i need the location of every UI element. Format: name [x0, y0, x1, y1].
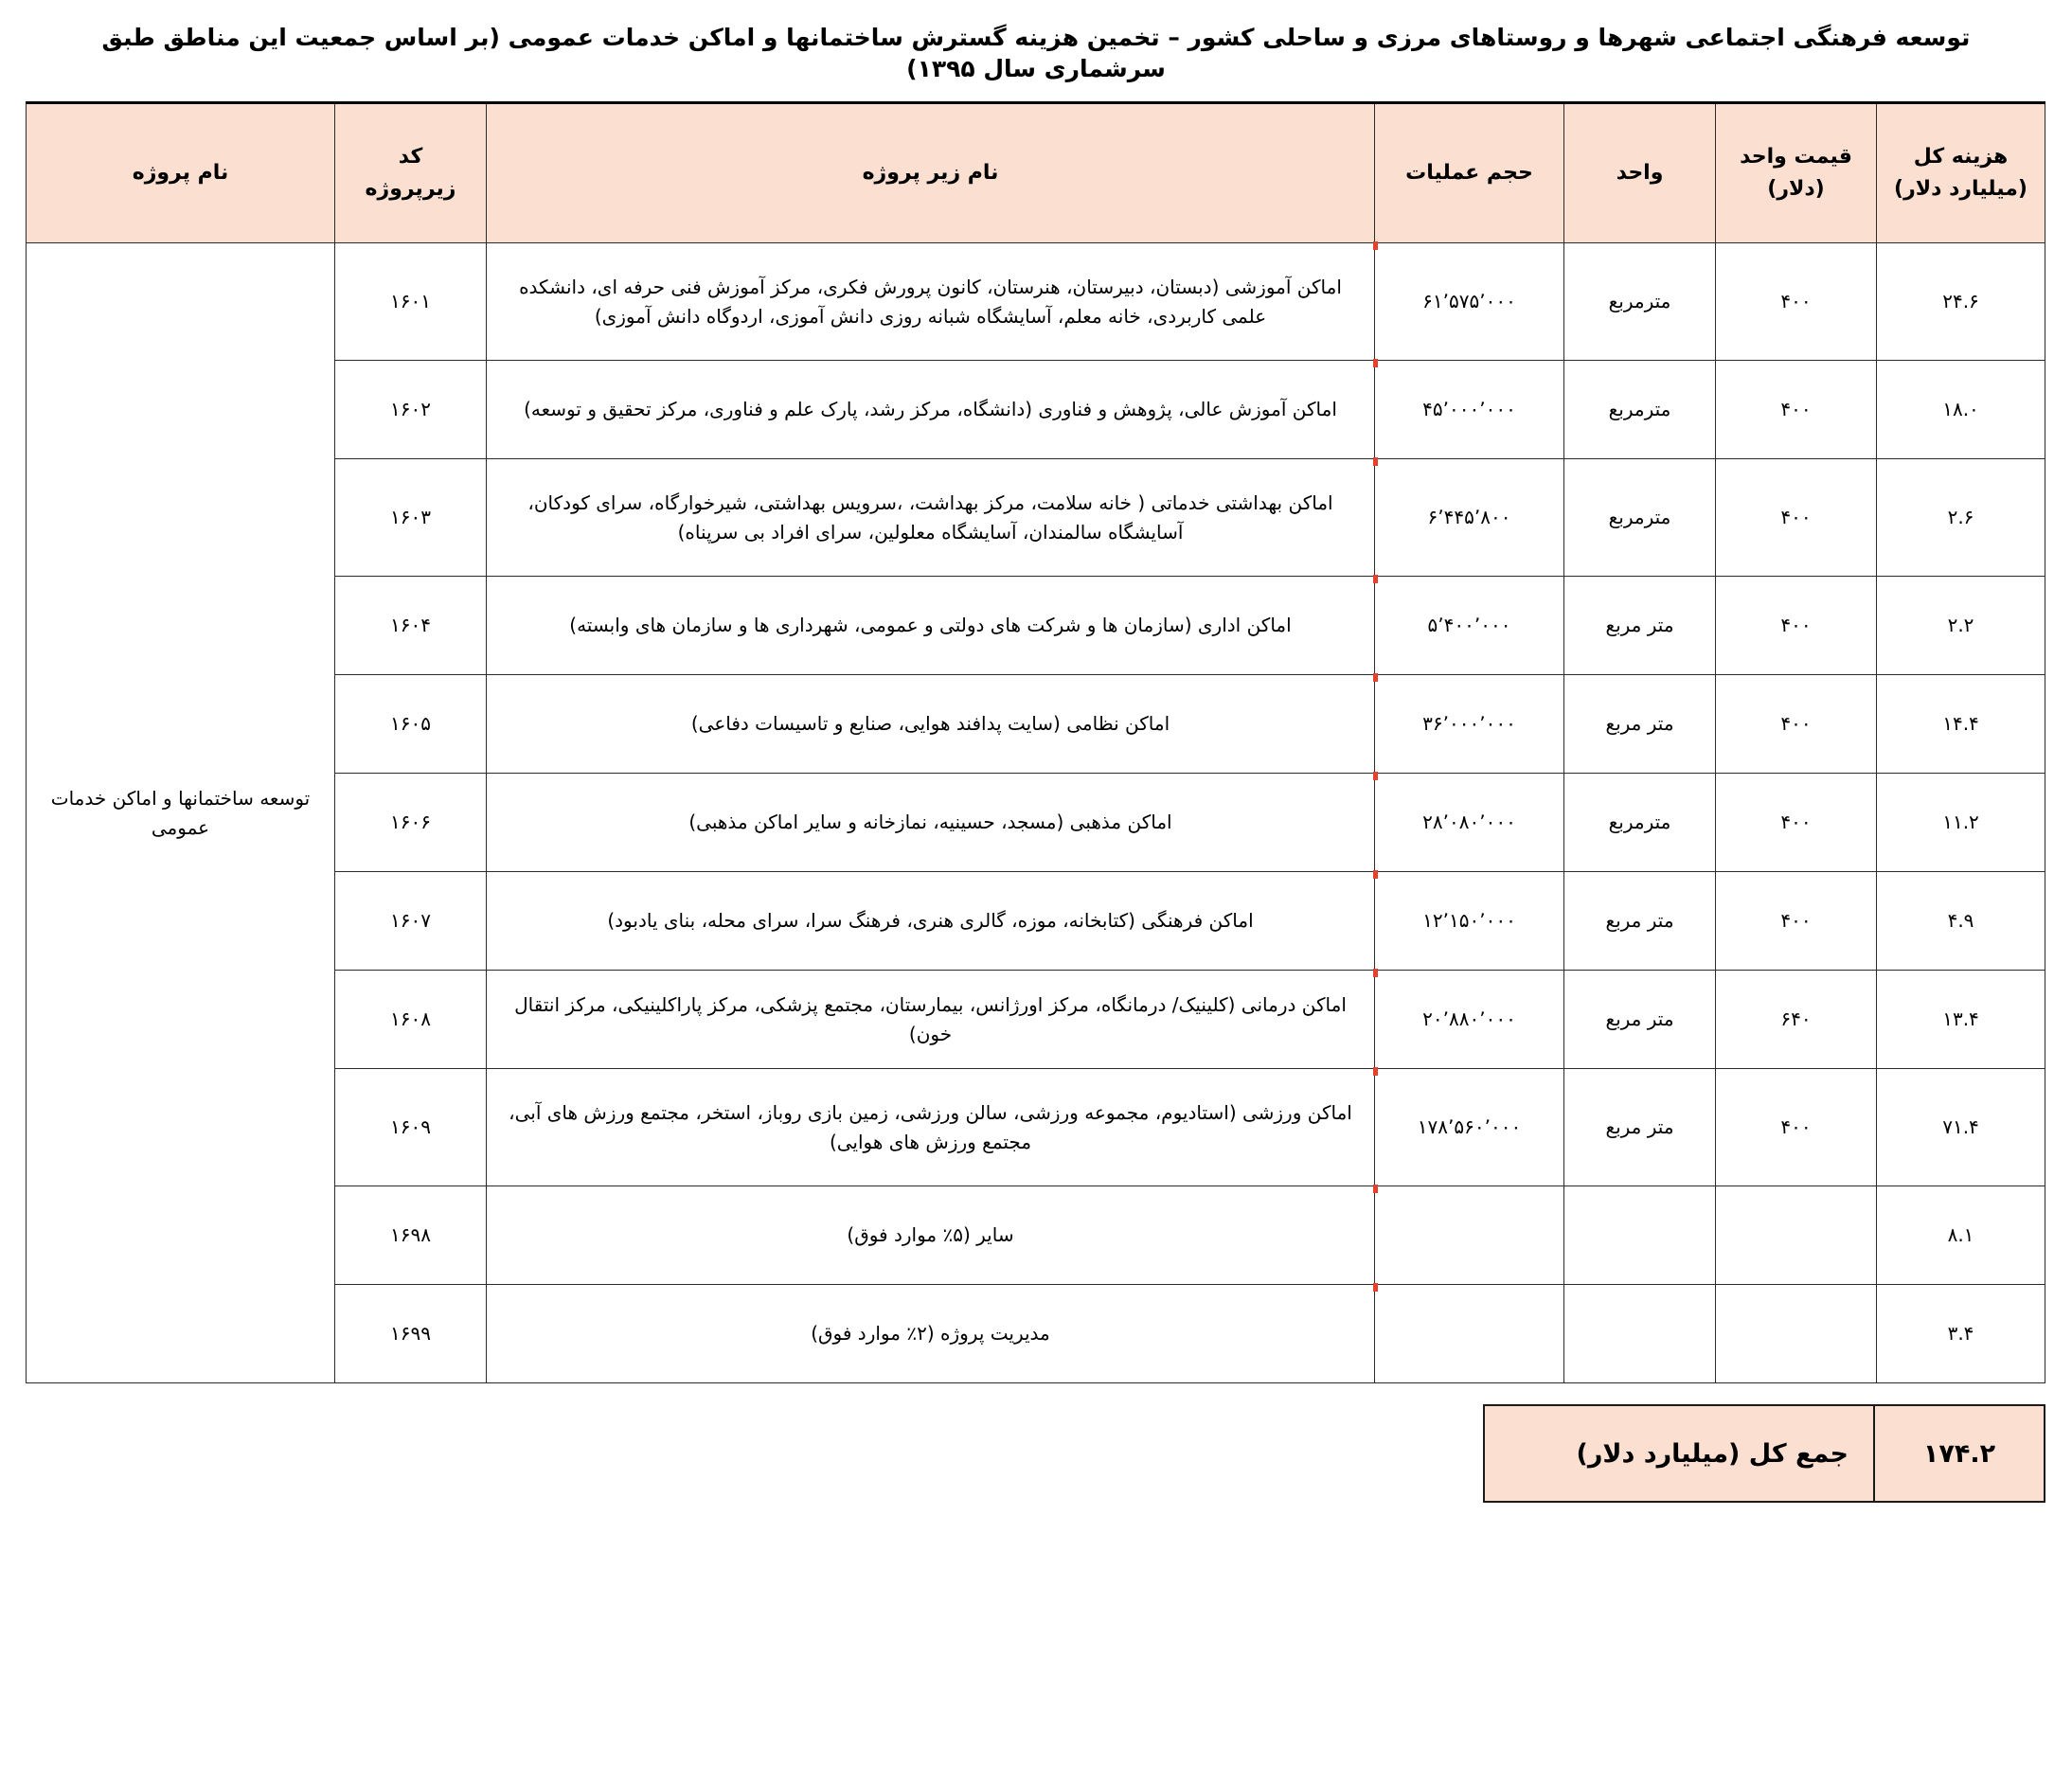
- cell-unit-price: ۴۰۰: [1716, 459, 1877, 577]
- page-title: توسعه فرهنگی اجتماعی شهرها و روستاهای مرزی و ساحلی کشور – تخمین هزینه گسترش ساختمانها و اماکن خدمات عمومی (بر اساس جمعیت این مناطق طبق سرشماری سال ۱۳۹۵): [101, 24, 1971, 82]
- cell-unit-price: ۴۰۰: [1716, 774, 1877, 872]
- cell-subproject-name: مدیریت پروژه (۲٪ موارد فوق): [487, 1285, 1375, 1383]
- cell-volume: [1375, 1186, 1564, 1285]
- cell-subproject-code: ۱۶۰۳: [335, 459, 487, 577]
- cell-subproject-name: اماکن درمانی (کلینیک/ درمانگاه، مرکز اورژانس، بیمارستان، مجتمع پزشکی، مرکز پاراکلینیکی، مرکز انتقال خون): [487, 971, 1375, 1069]
- column-header-total-cost: [1877, 103, 2045, 243]
- column-header-unit-price-line1: قیمت واحد: [1740, 144, 1852, 169]
- cell-subproject-code: ۱۶۹۹: [335, 1285, 487, 1383]
- cell-unit-price: ۶۴۰: [1716, 971, 1877, 1069]
- cell-subproject-code: ۱۶۹۸: [335, 1186, 487, 1285]
- cell-unit-price: ۴۰۰: [1716, 243, 1877, 361]
- cell-subproject-code: ۱۶۰۵: [335, 675, 487, 774]
- cell-subproject-name: اماکن ورزشی (استادیوم، مجموعه ورزشی، سالن ورزشی، زمین بازی روباز، استخر، مجتمع ورزش های آبی، مجتمع ورزش های هوایی): [487, 1069, 1375, 1186]
- cell-unit-price: ۴۰۰: [1716, 675, 1877, 774]
- cell-unit: متر مربع: [1564, 577, 1716, 675]
- column-header-subproject-code: [335, 103, 487, 243]
- column-header-subproject-name: نام زیر پروژه: [487, 103, 1375, 243]
- cell-unit: مترمربع: [1564, 459, 1716, 577]
- column-header-total-cost-line2: (میلیارد دلار): [1894, 177, 2027, 201]
- table-header: [27, 103, 2045, 243]
- cell-total-cost: ۱۴.۴: [1877, 675, 2045, 774]
- column-header-subproject-code-line1: کد: [398, 144, 423, 169]
- cell-subproject-name: اماکن مذهبی (مسجد، حسینیه، نمازخانه و سایر اماکن مذهبی): [487, 774, 1375, 872]
- cell-unit-price: [1716, 1285, 1877, 1383]
- grand-total-table: [1483, 1404, 2045, 1503]
- cell-total-cost: ۸.۱: [1877, 1186, 2045, 1285]
- cell-total-cost: ۷۱.۴: [1877, 1069, 2045, 1186]
- cell-volume: [1375, 1285, 1564, 1383]
- cell-unit-price: ۴۰۰: [1716, 361, 1877, 459]
- cell-unit-price: ۴۰۰: [1716, 1069, 1877, 1186]
- cell-total-cost: ۱۳.۴: [1877, 971, 2045, 1069]
- cell-subproject-name: سایر (۵٪ موارد فوق): [487, 1186, 1375, 1285]
- grand-total-label: جمع کل (میلیارد دلار): [1484, 1405, 1874, 1502]
- table-row: [27, 243, 2045, 361]
- cell-subproject-code: ۱۶۰۱: [335, 243, 487, 361]
- cell-subproject-name: اماکن فرهنگی (کتابخانه، موزه، گالری هنری، فرهنگ سرا، سرای محله، بنای یادبود): [487, 872, 1375, 971]
- cell-unit: مترمربع: [1564, 243, 1716, 361]
- grand-total-row: [1484, 1405, 2045, 1502]
- cell-total-cost: ۱۸.۰: [1877, 361, 2045, 459]
- cell-volume: ۱۷۸٬۵۶۰٬۰۰۰: [1375, 1069, 1564, 1186]
- cell-project-name: توسعه ساختمانها و اماکن خدمات عمومی: [27, 243, 335, 1383]
- cost-estimation-table: [26, 101, 2045, 1383]
- cell-volume: ۳۶٬۰۰۰٬۰۰۰: [1375, 675, 1564, 774]
- cell-subproject-name: اماکن آموزشی (دبستان، دبیرستان، هنرستان، کانون پرورش فکری، مرکز آموزش فنی حرفه ای، دانشکده علمی کاربردی، خانه معلم، آسایشگاه شبانه روزی دانش آموزی، اردوگاه دانش آموزی): [487, 243, 1375, 361]
- cell-total-cost: ۴.۹: [1877, 872, 2045, 971]
- column-header-volume: حجم عملیات: [1375, 103, 1564, 243]
- cell-subproject-name: اماکن آموزش عالی، پژوهش و فناوری (دانشگاه، مرکز رشد، پارک علم و فناوری، مرکز تحقیق و توسعه): [487, 361, 1375, 459]
- column-header-subproject-code-line2: زیرپروژه: [365, 177, 456, 201]
- cell-subproject-code: ۱۶۰۲: [335, 361, 487, 459]
- cell-subproject-code: ۱۶۰۷: [335, 872, 487, 971]
- cell-unit-price: [1716, 1186, 1877, 1285]
- cell-subproject-code: ۱۶۰۹: [335, 1069, 487, 1186]
- cell-subproject-name: اماکن اداری (سازمان ها و شرکت های دولتی و عمومی، شهرداری ها و سازمان های وابسته): [487, 577, 1375, 675]
- cell-subproject-code: ۱۶۰۸: [335, 971, 487, 1069]
- cell-subproject-code: ۱۶۰۴: [335, 577, 487, 675]
- cell-total-cost: ۲۴.۶: [1877, 243, 2045, 361]
- header-row: [27, 103, 2045, 243]
- column-header-project-name: نام پروژه: [27, 103, 335, 243]
- cell-unit: [1564, 1285, 1716, 1383]
- cell-volume: ۴۵٬۰۰۰٬۰۰۰: [1375, 361, 1564, 459]
- cell-volume: ۶۱٬۵۷۵٬۰۰۰: [1375, 243, 1564, 361]
- cell-total-cost: ۲.۶: [1877, 459, 2045, 577]
- cell-unit: متر مربع: [1564, 971, 1716, 1069]
- cell-unit: متر مربع: [1564, 1069, 1716, 1186]
- cell-unit: متر مربع: [1564, 675, 1716, 774]
- cell-subproject-name: اماکن نظامی (سایت پدافند هوایی، صنایع و تاسیسات دفاعی): [487, 675, 1375, 774]
- grand-total-value: ۱۷۴.۲: [1874, 1405, 2045, 1502]
- cell-total-cost: ۲.۲: [1877, 577, 2045, 675]
- cell-unit: [1564, 1186, 1716, 1285]
- column-header-unit-price-line2: (دلار): [1767, 177, 1825, 201]
- cell-total-cost: ۱۱.۲: [1877, 774, 2045, 872]
- cell-volume: ۶٬۴۴۵٬۸۰۰: [1375, 459, 1564, 577]
- cell-unit-price: ۴۰۰: [1716, 577, 1877, 675]
- cell-volume: ۲۸٬۰۸۰٬۰۰۰: [1375, 774, 1564, 872]
- cell-volume: ۲۰٬۸۸۰٬۰۰۰: [1375, 971, 1564, 1069]
- cell-subproject-code: ۱۶۰۶: [335, 774, 487, 872]
- column-header-unit: واحد: [1564, 103, 1716, 243]
- table-body: [27, 243, 2045, 1383]
- cell-volume: ۱۲٬۱۵۰٬۰۰۰: [1375, 872, 1564, 971]
- cell-total-cost: ۳.۴: [1877, 1285, 2045, 1383]
- cell-volume: ۵٬۴۰۰٬۰۰۰: [1375, 577, 1564, 675]
- cell-unit: مترمربع: [1564, 361, 1716, 459]
- cell-unit: متر مربع: [1564, 872, 1716, 971]
- cell-unit-price: ۴۰۰: [1716, 872, 1877, 971]
- column-header-total-cost-line1: هزینه کل: [1913, 144, 2009, 169]
- cell-unit: مترمربع: [1564, 774, 1716, 872]
- cell-subproject-name: اماکن بهداشتی خدماتی ( خانه سلامت، مرکز بهداشت، ،سرویس بهداشتی، شیرخوارگاه، سرای کودکان، آسایشگاه سالمندان، آسایشگاه معلولین، سرای افراد بی سرپناه): [487, 459, 1375, 577]
- column-header-unit-price: [1716, 103, 1877, 243]
